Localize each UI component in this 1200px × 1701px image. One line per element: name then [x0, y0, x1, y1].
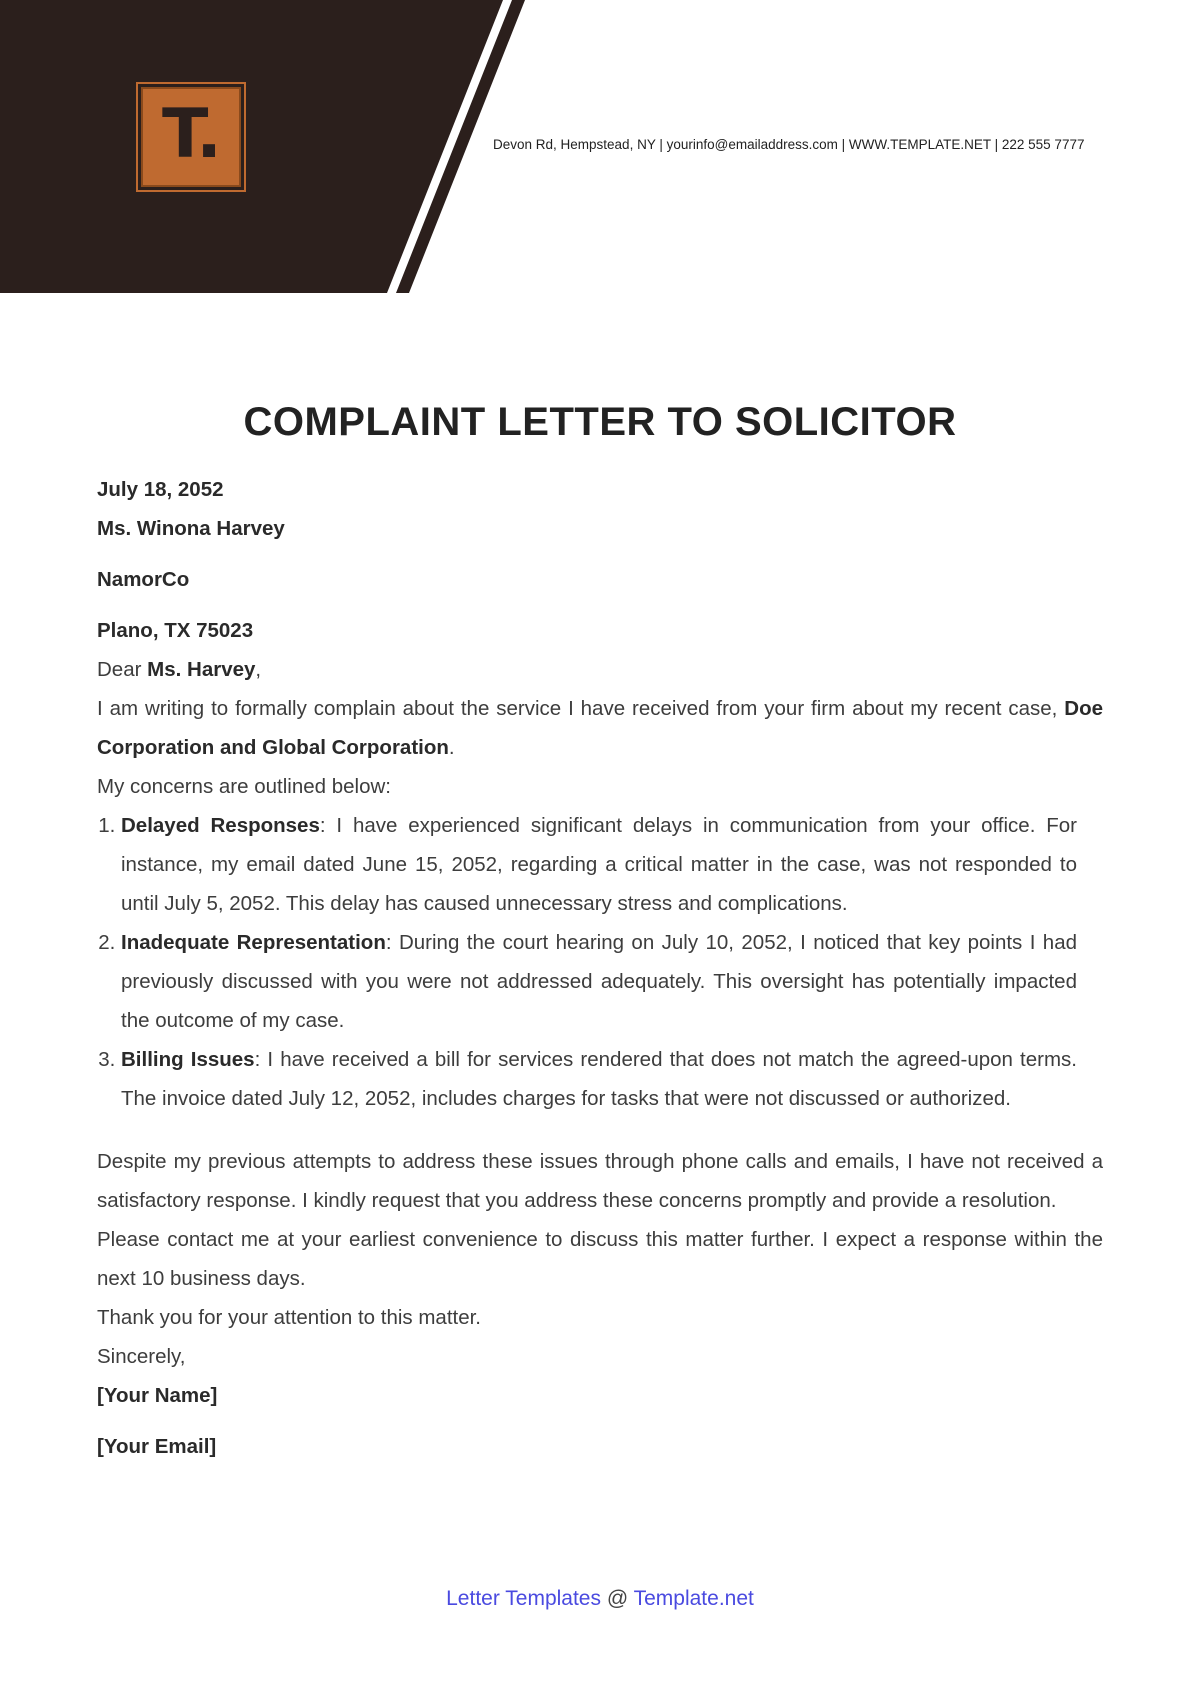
concern-text: : During the court hearing on July 10, 2052, I noticed that key points I had previously discussed with you were not addressed adequately. This oversight has potentially impacted the outcome of my case.	[121, 931, 1078, 1032]
concern-title: Delayed Responses	[121, 814, 320, 837]
list-item	[121, 1040, 1077, 1118]
salutation-prefix: Dear	[97, 658, 148, 681]
list-item	[121, 923, 1077, 1040]
paragraph-contact: Please contact me at your earliest convenience to discuss this matter further. I expect a response within the next 10 business days.	[97, 1228, 1103, 1290]
concern-title: Billing Issues	[121, 1048, 255, 1071]
recipient-name: Ms. Winona Harvey	[97, 517, 285, 540]
header-banner	[0, 0, 540, 300]
letter-date: July 18, 2052	[97, 478, 224, 501]
salutation-name: Ms. Harvey	[147, 658, 256, 681]
footer-link-letter-templates[interactable]: Letter Templates	[446, 1587, 601, 1610]
salutation	[97, 650, 1103, 689]
concern-text: : I have received a bill for services rendered that does not match the agreed-upon terms. The invoice dated July 12, 2052, includes charges for tasks that were not discussed or authorized.	[121, 1048, 1077, 1110]
closing: Sincerely,	[97, 1345, 186, 1368]
paragraph-despite: Despite my previous attempts to address these issues through phone calls and emails, I have not received a satisfactory response. I kindly request that you address these concerns promptly and provide a resolution.	[97, 1150, 1103, 1212]
company-logo	[141, 87, 241, 187]
footer-link-template-net[interactable]: Template.net	[633, 1587, 754, 1610]
concern-text: : I have experienced significant delays in communication from your office. For instance, my email dated June 15, 2052, regarding a critical matter in the case, was not responded to until July 5, 2052. This delay has caused unnecessary stress and complications.	[121, 814, 1077, 915]
recipient-address: Plano, TX 75023	[97, 619, 254, 642]
sender-email: [Your Email]	[97, 1435, 217, 1458]
salutation-suffix: ,	[255, 658, 262, 681]
logo-letter: T.	[162, 95, 220, 174]
concerns-intro: My concerns are outlined below:	[97, 775, 391, 798]
recipient-company: NamorCo	[97, 568, 190, 591]
letter-title: COMPLAINT LETTER TO SOLICITOR	[243, 400, 957, 444]
case-name: Doe Corporation and Global Corporation	[97, 697, 1103, 759]
sender-name: [Your Name]	[97, 1384, 218, 1407]
footer	[0, 1587, 1200, 1611]
letter-body	[97, 470, 1103, 1466]
list-item	[121, 806, 1077, 923]
intro-end: .	[448, 736, 455, 759]
concern-title: Inadequate Representation	[121, 931, 386, 954]
paragraph-thanks: Thank you for your attention to this matter.	[97, 1306, 482, 1329]
contact-line: Devon Rd, Hempstead, NY | yourinfo@emailaddress.com | WWW.TEMPLATE.NET | 222 555 7777	[493, 137, 1085, 152]
footer-separator: @	[601, 1587, 634, 1610]
concerns-list	[97, 806, 1077, 1118]
intro-paragraph	[97, 689, 1103, 767]
intro-text: I am writing to formally complain about the service I have received from your firm about my recent case,	[97, 697, 1065, 720]
